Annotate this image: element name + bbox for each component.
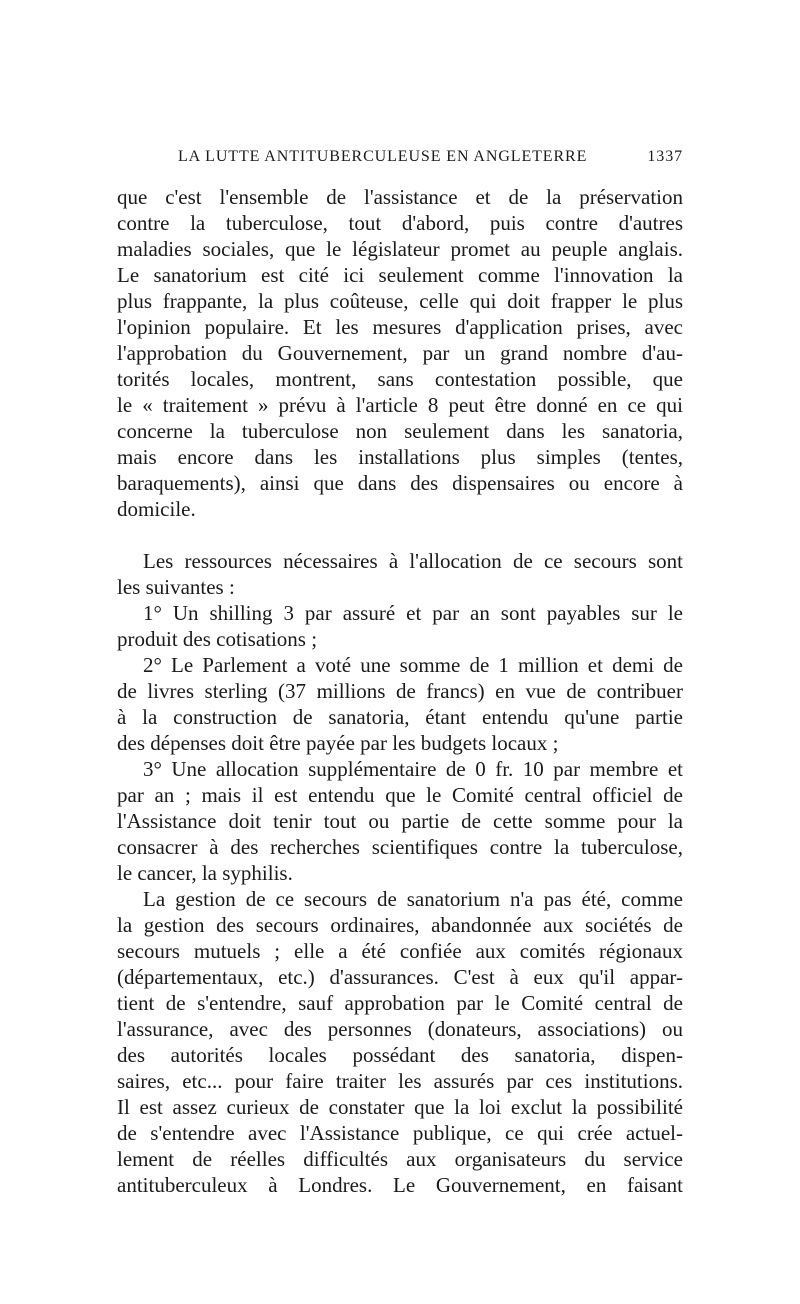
body-text xyxy=(117,184,683,1198)
running-title: LA LUTTE ANTITUBERCULEUSE EN ANGLETERRE xyxy=(178,148,588,165)
text-line: 1° Un shilling 3 par assuré et par an sont payables sur le xyxy=(143,601,683,625)
text-line: saires, etc... pour faire traiter les assurés par ces institutions. xyxy=(117,1069,683,1093)
text-line: produit des cotisations ; xyxy=(117,627,318,651)
running-header xyxy=(178,148,683,166)
text-line: le cancer, la syphilis. xyxy=(117,861,293,885)
paragraph xyxy=(117,184,683,522)
paragraph xyxy=(117,886,683,1198)
text-line: 2° Le Parlement a voté une somme de 1 million et demi de xyxy=(143,653,683,677)
text-line: (départementaux, etc.) d'assurances. C'est à eux qu'il appar- xyxy=(117,965,683,989)
text-line: l'assurance, avec des personnes (donateurs, associations) ou xyxy=(117,1017,683,1041)
text-line: lement de réelles difficultés aux organisateurs du service xyxy=(117,1147,683,1171)
text-line: le « traitement » prévu à l'article 8 peut être donné en ce qui xyxy=(117,393,683,417)
text-line: secours mutuels ; elle a été confiée aux comités régionaux xyxy=(117,939,683,963)
paragraph xyxy=(117,548,683,600)
paragraph xyxy=(117,652,683,756)
text-line: de s'entendre avec l'Assistance publique, ce qui crée actuel- xyxy=(117,1121,683,1145)
text-line: Le sanatorium est cité ici seulement comme l'innovation la xyxy=(117,263,683,287)
text-line: l'Assistance doit tenir tout ou partie de cette somme pour la xyxy=(117,809,683,833)
text-line: 3° Une allocation supplémentaire de 0 fr. 10 par membre et xyxy=(143,757,683,781)
paragraph xyxy=(117,756,683,886)
text-line: des dépenses doit être payée par les budgets locaux ; xyxy=(117,731,559,755)
text-line: Les ressources nécessaires à l'allocation de ce secours sont xyxy=(143,549,683,573)
text-line: antituberculeux à Londres. Le Gouvernement, en faisant xyxy=(117,1173,683,1197)
text-line: mais encore dans les installations plus simples (tentes, xyxy=(117,445,683,469)
text-line: torités locales, montrent, sans contestation possible, que xyxy=(117,367,683,391)
text-line: concerne la tuberculose non seulement dans les sanatoria, xyxy=(117,419,683,443)
text-line: tient de s'entendre, sauf approbation par le Comité central de xyxy=(117,991,683,1015)
text-line: contre la tuberculose, tout d'abord, puis contre d'autres xyxy=(117,211,683,235)
text-line: l'opinion populaire. Et les mesures d'application prises, avec xyxy=(117,315,683,339)
text-line: que c'est l'ensemble de l'assistance et de la préservation xyxy=(117,185,683,209)
text-line: par an ; mais il est entendu que le Comité central officiel de xyxy=(117,783,683,807)
paragraph xyxy=(117,600,683,652)
text-line: de livres sterling (37 millions de francs) en vue de contribuer xyxy=(117,679,683,703)
text-line: domicile. xyxy=(117,497,196,521)
text-line: l'approbation du Gouvernement, par un grand nombre d'au- xyxy=(117,341,683,365)
text-line: les suivantes : xyxy=(117,575,235,599)
text-line: à la construction de sanatoria, étant entendu qu'une partie xyxy=(117,705,683,729)
text-line: des autorités locales possédant des sanatoria, dispen- xyxy=(117,1043,683,1067)
text-line: Il est assez curieux de constater que la loi exclut la possibilité xyxy=(117,1095,683,1119)
text-line: consacrer à des recherches scientifiques contre la tuberculose, xyxy=(117,835,683,859)
text-line: plus frappante, la plus coûteuse, celle qui doit frapper le plus xyxy=(117,289,683,313)
text-line: La gestion de ce secours de sanatorium n'a pas été, comme xyxy=(143,887,683,911)
text-line: la gestion des secours ordinaires, abandonnée aux sociétés de xyxy=(117,913,683,937)
paragraph-gap xyxy=(117,522,683,548)
text-line: maladies sociales, que le législateur promet au peuple anglais. xyxy=(117,237,683,261)
text-line: baraquements), ainsi que dans des dispensaires ou encore à xyxy=(117,471,683,495)
page-number: 1337 xyxy=(647,148,683,165)
